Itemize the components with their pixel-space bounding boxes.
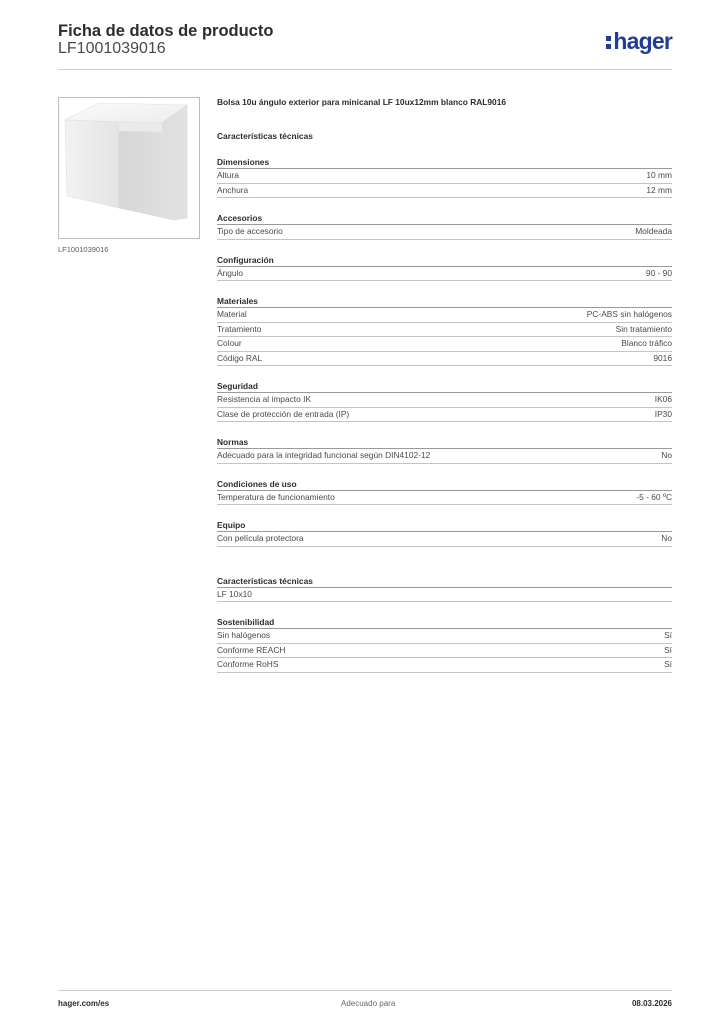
spec-row — [217, 323, 672, 338]
spec-label: Colour — [217, 338, 242, 348]
spec-value: IP30 — [654, 408, 672, 419]
section-normas — [217, 436, 672, 464]
section-title: Normas — [217, 436, 672, 449]
section-accesorios — [217, 212, 672, 240]
spec-label: Código RAL — [217, 352, 263, 363]
spec-value: Moldeada — [635, 226, 672, 236]
spec-label: Temperatura de funcionamiento — [217, 491, 335, 502]
section-title: Accesorios — [217, 212, 672, 225]
spec-row — [217, 393, 672, 408]
product-code: LF1001039016 — [58, 40, 166, 57]
spec-value: 12 mm — [646, 184, 672, 195]
spec-value: No — [661, 450, 672, 460]
spec-value: 9016 — [653, 352, 672, 363]
footer-date: 08.03.2026 — [631, 999, 672, 1008]
section-title: Sostenibilidad — [217, 616, 672, 629]
section-equipo — [217, 519, 672, 547]
spec-row — [217, 658, 672, 673]
section-title: Condiciones de uso — [217, 478, 672, 491]
spec-value: Sí — [664, 630, 672, 640]
section-seguridad — [217, 380, 672, 422]
spec-value: Sí — [664, 659, 672, 669]
spec-label: Ángulo — [217, 267, 244, 278]
spec-label: Tipo de accesorio — [217, 226, 283, 236]
section-title: Configuración — [217, 254, 672, 267]
spec-label: Conforme RoHS — [217, 659, 279, 669]
section-title: Materiales — [217, 295, 672, 308]
spec-value: PC-ABS sin halógenos — [586, 309, 672, 319]
spec-value: Blanco tráfico — [621, 338, 672, 348]
product-description: Bolsa 10u ángulo exterior para minicanal LF 10ux12mm blanco RAL9016 — [217, 97, 507, 107]
spec-value: -5 - 60 ºC — [636, 491, 672, 502]
spec-value: Sin tratamiento — [615, 323, 672, 334]
product-photo — [59, 98, 199, 238]
image-caption: LF1001039016 — [58, 245, 109, 254]
spec-label: Material — [217, 309, 247, 319]
spec-row — [217, 449, 672, 464]
spec-row — [217, 184, 672, 199]
section-condiciones-de-uso — [217, 478, 672, 506]
spec-row — [217, 644, 672, 659]
section-title: Dimensiones — [217, 156, 672, 169]
spec-value: No — [661, 533, 672, 543]
spec-content — [217, 96, 672, 673]
spec-label: Tratamiento — [217, 323, 262, 334]
spec-label: Altura — [217, 170, 239, 180]
section-configuracion — [217, 254, 672, 282]
spec-label: Clase de protección de entrada (IP) — [217, 408, 350, 419]
page-header — [58, 20, 672, 70]
spec-label: Conforme REACH — [217, 644, 286, 655]
section-sostenibilidad — [217, 616, 672, 673]
logo-mark-icon — [606, 32, 612, 50]
spec-row — [217, 588, 672, 603]
spec-value: 90 - 90 — [645, 267, 672, 278]
spec-row — [217, 169, 672, 184]
spec-label: Sin halógenos — [217, 630, 271, 640]
section-title: Equipo — [217, 519, 672, 532]
spec-row — [217, 225, 672, 240]
section-title: Seguridad — [217, 380, 672, 393]
hager-logo — [606, 29, 672, 53]
spec-label: LF 10x10 — [217, 588, 252, 599]
spec-label: Resistencia al impacto IK — [217, 394, 312, 404]
spec-value: 10 mm — [646, 170, 672, 180]
spec-row — [217, 491, 672, 506]
spec-label: Adecuado para la integridad funcional según DIN4102-12 — [217, 450, 431, 460]
section-materiales — [217, 295, 672, 366]
logo-text: hager — [613, 28, 672, 54]
website-link[interactable]: hager.com/es — [58, 999, 110, 1008]
product-image — [58, 97, 200, 239]
section-caracteristicas-tecnicas — [217, 575, 672, 603]
footer-center-text: Adecuado para — [341, 999, 396, 1008]
spec-row — [217, 408, 672, 423]
spec-row — [217, 352, 672, 367]
page-footer — [58, 990, 672, 1008]
spec-label: Anchura — [217, 184, 249, 195]
section-heading: Características técnicas — [217, 131, 313, 141]
spec-row — [217, 267, 672, 282]
spec-row — [217, 308, 672, 323]
spec-value: IK06 — [654, 394, 672, 404]
spec-label: Con película protectora — [217, 533, 304, 543]
spec-row — [217, 337, 672, 352]
document-title: Ficha de datos de producto — [58, 22, 274, 40]
spec-row — [217, 532, 672, 547]
section-title: Características técnicas — [217, 575, 672, 588]
spec-value: Sí — [664, 644, 672, 655]
section-dimensiones — [217, 156, 672, 198]
spec-row — [217, 629, 672, 644]
